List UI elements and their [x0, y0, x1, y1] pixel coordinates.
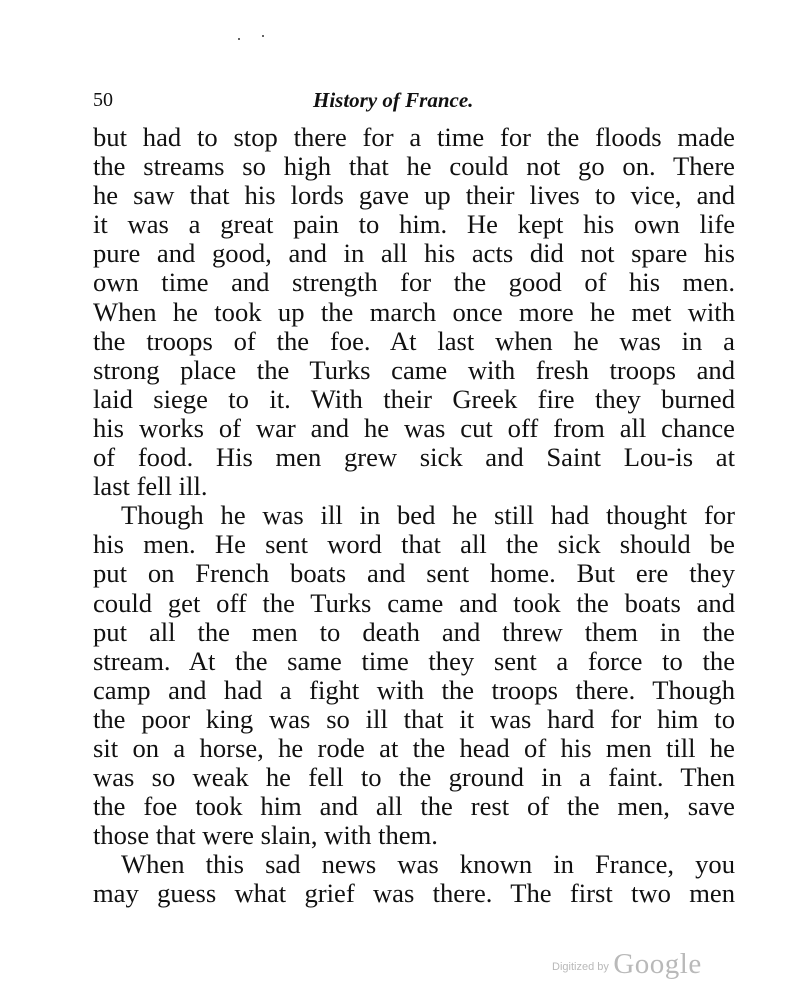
text-line: stream. At the same time they sent a force to the [93, 645, 735, 676]
running-title: History of France. [313, 88, 474, 112]
text-line: put on French boats and sent home. But ere they [93, 558, 735, 589]
text-line: When this sad news was known in France, you [121, 849, 735, 880]
text-line: but had to stop there for a time for the floods made [93, 122, 735, 152]
digitized-by-google-watermark [552, 948, 702, 981]
text-line: put all the men to death and threw them in the [93, 616, 735, 647]
text-line: own time and strength for the good of his men. [93, 267, 735, 298]
text-line: the foe took him and all the rest of the men, save [93, 791, 735, 822]
text-line: the streams so high that he could not go on. There [93, 151, 735, 182]
text-line: he saw that his lords gave up their lives to vice, and [93, 180, 735, 211]
google-logo: Google [613, 948, 702, 980]
text-line: his men. He sent word that all the sick should be [93, 529, 735, 560]
scan-speck [238, 38, 240, 40]
text-line: laid siege to it. With their Greek fire they burned [93, 383, 735, 414]
watermark-prefix: Digitized by [552, 961, 609, 973]
text-line: pure and good, and in all his acts did not spare his [93, 238, 735, 269]
text-line: may guess what grief was there. The first two men [93, 878, 735, 909]
page-header [93, 85, 735, 115]
text-line: sit on a horse, he rode at the head of his men till he [93, 732, 735, 763]
text-line: camp and had a fight with the troops there. Though [93, 674, 735, 705]
text-line: those that were slain, with them. [93, 820, 438, 851]
text-line: the troops of the foe. At last when he was in a [93, 325, 735, 356]
text-line: of food. His men grew sick and Saint Lou-is at [93, 442, 735, 473]
text-line: it was a great pain to him. He kept his own life [93, 209, 735, 240]
text-line: could get off the Turks came and took the boats and [93, 587, 735, 618]
text-line: the poor king was so ill that it was hard for him to [93, 703, 735, 734]
text-line: strong place the Turks came with fresh troops and [93, 354, 735, 385]
text-line: was so weak he fell to the ground in a faint. Then [93, 762, 735, 793]
text-line: last fell ill. [93, 471, 208, 502]
text-line: Though he was ill in bed he still had thought for [121, 500, 735, 531]
scan-speck [262, 35, 264, 37]
text-line: When he took up the march once more he met with [93, 296, 735, 327]
body-text [93, 123, 735, 909]
text-line: his works of war and he was cut off from all chance [93, 412, 735, 443]
page-number: 50 [93, 89, 113, 111]
